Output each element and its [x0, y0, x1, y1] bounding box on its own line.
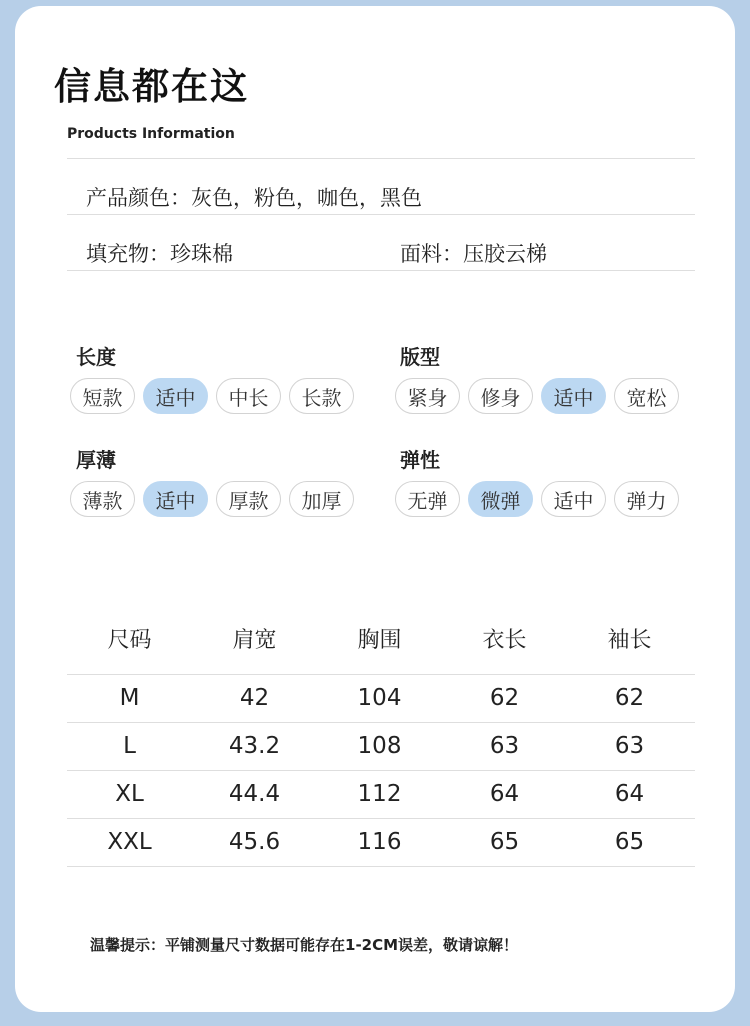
elasticity-option[interactable]: 无弹 [395, 481, 460, 517]
filling-material: 填充物：珍珠棉 [86, 242, 233, 266]
table-row [67, 723, 695, 770]
thickness-title: 厚薄 [76, 448, 116, 472]
page-subtitle: Products Information [67, 126, 235, 142]
fit-option[interactable]: 宽松 [614, 378, 679, 414]
thickness-options [70, 481, 354, 517]
chest-cell: 116 [357, 829, 402, 855]
fabric-material: 面料：压胶云梯 [400, 242, 547, 266]
table-row [67, 675, 695, 722]
thickness-option[interactable]: 薄款 [70, 481, 135, 517]
table-header-row [67, 620, 695, 674]
size-table [67, 620, 695, 867]
sleeve-cell: 65 [614, 829, 645, 855]
elasticity-options [395, 481, 679, 517]
table-row [67, 819, 695, 866]
thickness-option[interactable]: 厚款 [216, 481, 281, 517]
length-cell: 62 [489, 685, 520, 711]
fit-options [395, 378, 679, 414]
table-divider [67, 866, 695, 867]
length-cell: 65 [489, 829, 520, 855]
page-title: 信息都在这 [54, 65, 249, 108]
elasticity-title: 弹性 [400, 448, 440, 472]
length-cell: 64 [489, 781, 520, 807]
size-cell: XXL [107, 829, 152, 855]
fit-option[interactable]: 紧身 [395, 378, 460, 414]
product-colors: 产品颜色：灰色，粉色，咖色，黑色 [86, 186, 422, 210]
column-header: 衣长 [482, 628, 527, 653]
size-cell: L [123, 733, 136, 759]
size-cell: M [119, 685, 140, 711]
size-cell: XL [115, 781, 144, 807]
sleeve-cell: 62 [614, 685, 645, 711]
column-header: 胸围 [357, 628, 402, 653]
chest-cell: 108 [357, 733, 402, 759]
shoulder-cell: 45.6 [228, 829, 281, 855]
chest-cell: 104 [357, 685, 402, 711]
fit-option[interactable]: 适中 [541, 378, 606, 414]
thickness-option[interactable]: 适中 [143, 481, 208, 517]
column-header: 尺码 [107, 628, 152, 653]
divider [67, 214, 695, 215]
length-option[interactable]: 长款 [289, 378, 354, 414]
fit-title: 版型 [400, 345, 440, 369]
elasticity-option[interactable]: 适中 [541, 481, 606, 517]
thickness-option[interactable]: 加厚 [289, 481, 354, 517]
shoulder-cell: 43.2 [228, 733, 281, 759]
column-header: 肩宽 [232, 628, 277, 653]
length-option[interactable]: 短款 [70, 378, 135, 414]
length-options [70, 378, 354, 414]
sleeve-cell: 63 [614, 733, 645, 759]
length-cell: 63 [489, 733, 520, 759]
elasticity-option[interactable]: 微弹 [468, 481, 533, 517]
column-header: 袖长 [607, 628, 652, 653]
measurement-note: 温馨提示：平铺测量尺寸数据可能存在1-2CM误差，敬请谅解！ [90, 936, 519, 954]
fit-option[interactable]: 修身 [468, 378, 533, 414]
elasticity-option[interactable]: 弹力 [614, 481, 679, 517]
divider [67, 270, 695, 271]
divider [67, 158, 695, 159]
length-option[interactable]: 适中 [143, 378, 208, 414]
shoulder-cell: 44.4 [228, 781, 281, 807]
length-option[interactable]: 中长 [216, 378, 281, 414]
sleeve-cell: 64 [614, 781, 645, 807]
chest-cell: 112 [357, 781, 402, 807]
table-row [67, 771, 695, 818]
shoulder-cell: 42 [239, 685, 270, 711]
length-title: 长度 [76, 345, 116, 369]
